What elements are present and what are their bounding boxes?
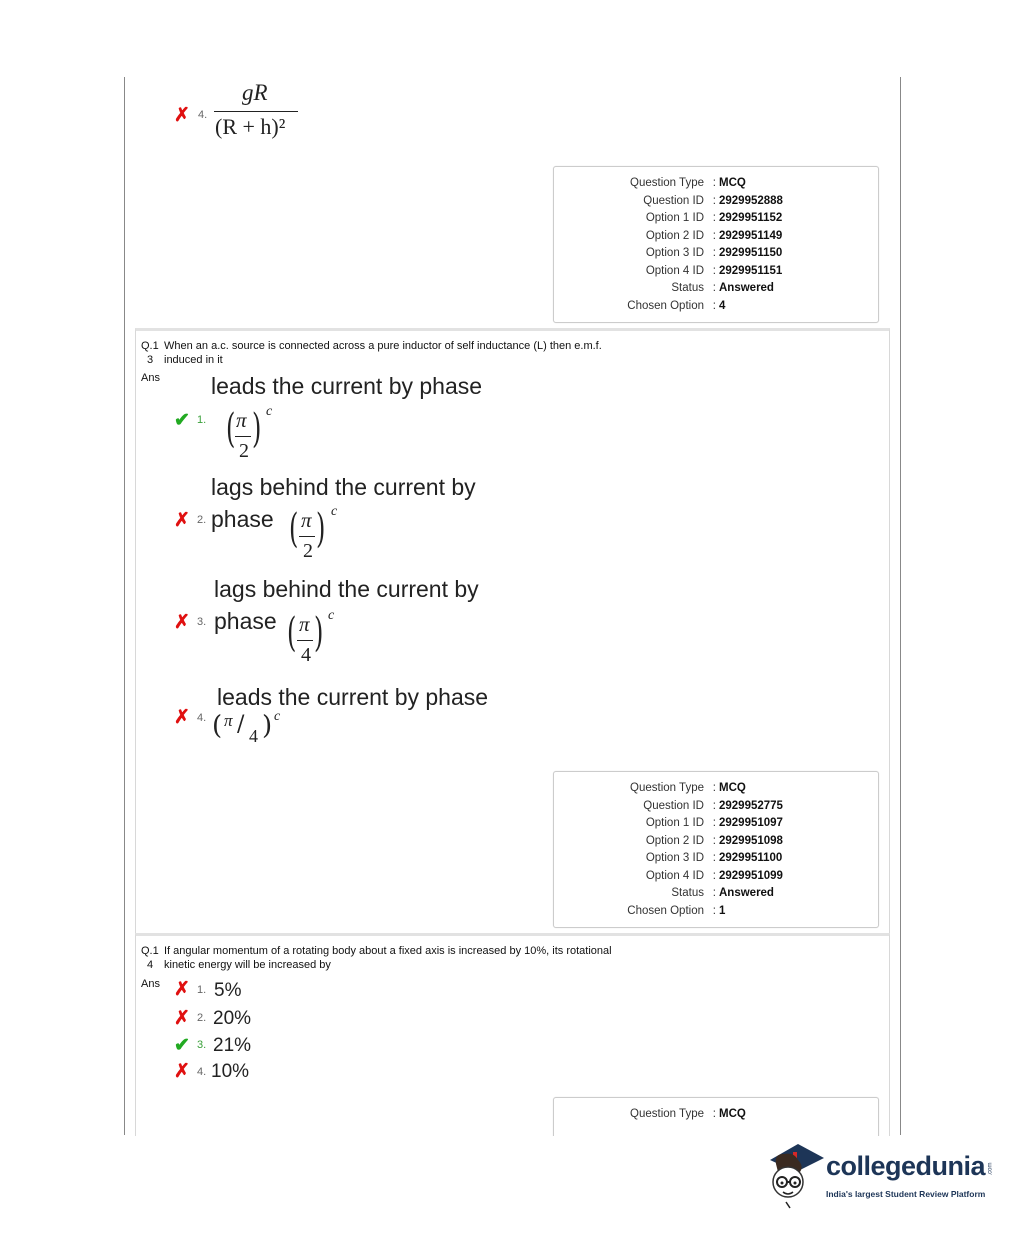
option-number: 4. bbox=[197, 1066, 207, 1078]
expression-denominator: 4 bbox=[249, 726, 258, 746]
question-number: Q.1 bbox=[141, 340, 159, 352]
question-text-line-1: When an a.c. source is connected across a pure inductor of self inductance (L) then e.m.f. bbox=[164, 340, 602, 352]
option-text: lags behind the current by bbox=[211, 474, 476, 500]
info-key: Question Type bbox=[630, 782, 704, 794]
expression-numerator: π bbox=[224, 711, 233, 730]
info-value: 2929951150 bbox=[719, 247, 783, 259]
info-value: 1 bbox=[719, 905, 726, 917]
logo-tagline: India's largest Student Review Platform bbox=[826, 1189, 986, 1199]
superscript: c bbox=[328, 608, 335, 623]
frame-right-border bbox=[900, 77, 901, 1135]
info-key: Option 3 ID bbox=[645, 852, 704, 864]
fraction-bar bbox=[297, 640, 313, 641]
option-text-continued: phase bbox=[211, 506, 274, 532]
info-key: Option 2 ID bbox=[645, 230, 704, 242]
question-info-panel: Question Type : MCQ bbox=[553, 1097, 879, 1158]
collegedunia-mascot-icon bbox=[764, 1140, 828, 1210]
tick-icon: ✔ bbox=[174, 1035, 190, 1056]
question-info-panel: Question Type : MCQ Question ID : 2929952775 Option 1 ID : 2929951097 Option 2 ID : 2929951098 Option 3 ID : 2929951100 Option 4 ID : 2929951099 Status : Answered Chosen Option : 1 bbox=[553, 771, 879, 928]
logo-suffix: .com bbox=[987, 1162, 994, 1176]
info-key: Chosen Option bbox=[627, 905, 704, 917]
cross-icon: ✗ bbox=[174, 510, 190, 531]
question-sub-number: 4 bbox=[147, 959, 154, 971]
info-key: Status bbox=[671, 282, 704, 294]
info-value: 2929951100 bbox=[719, 852, 783, 864]
cross-icon: ✗ bbox=[174, 707, 190, 728]
option-text: lags behind the current by bbox=[214, 576, 479, 602]
info-value: 2929951152 bbox=[719, 212, 783, 224]
info-value: Answered bbox=[719, 887, 774, 899]
info-value: MCQ bbox=[719, 782, 746, 794]
info-value: Answered bbox=[719, 282, 774, 294]
question-number: Q.1 bbox=[141, 945, 159, 957]
fraction-numerator: π bbox=[301, 508, 312, 532]
superscript: c bbox=[274, 709, 281, 724]
fraction-denominator: 2 bbox=[303, 540, 313, 562]
cross-icon: ✗ bbox=[174, 1008, 190, 1029]
info-key: Status bbox=[671, 887, 704, 899]
answer-label: Ans bbox=[141, 372, 160, 384]
option-number: 1. bbox=[197, 984, 207, 996]
option-number: 4. bbox=[198, 109, 208, 121]
option-number: 1. bbox=[197, 414, 207, 426]
info-value: 2929951151 bbox=[719, 265, 783, 277]
logo-wordmark: collegedunia bbox=[826, 1151, 986, 1181]
cross-icon: ✗ bbox=[174, 979, 190, 1000]
option-text: 5% bbox=[214, 980, 242, 1001]
fraction-denominator: (R + h)² bbox=[215, 114, 286, 139]
option-text-continued: phase bbox=[214, 608, 277, 634]
info-value: 2929952888 bbox=[719, 195, 783, 207]
info-key: Option 1 ID bbox=[645, 212, 704, 224]
frame-left-border bbox=[124, 77, 125, 1135]
info-value: 4 bbox=[719, 300, 726, 312]
option-number: 3. bbox=[197, 616, 207, 628]
tick-icon: ✔ bbox=[174, 410, 190, 431]
question-text-line-1: If angular momentum of a rotating body about a fixed axis is increased by 10%, its rotational bbox=[164, 945, 612, 957]
option-number: 4. bbox=[197, 712, 207, 724]
fraction-denominator: 2 bbox=[239, 440, 249, 462]
fraction-bar bbox=[299, 536, 315, 537]
option-number: 2. bbox=[197, 514, 207, 526]
option-text: 10% bbox=[211, 1061, 250, 1082]
question-info-panel: Question Type : MCQ Question ID : 2929952888 Option 1 ID : 2929951152 Option 2 ID : 2929951149 Option 3 ID : 2929951150 Option 4 ID : 2929951151 Status : Answered Chosen Option : 4 bbox=[553, 166, 879, 323]
cross-icon: ✗ bbox=[174, 105, 190, 126]
fraction-numerator: gR bbox=[242, 80, 268, 105]
fraction-numerator: π bbox=[299, 612, 310, 636]
fraction-bar bbox=[214, 111, 298, 112]
option-number: 2. bbox=[197, 1012, 207, 1024]
info-key: Question ID bbox=[643, 195, 704, 207]
info-key: Option 4 ID bbox=[645, 265, 704, 277]
option-number: 3. bbox=[197, 1039, 207, 1051]
info-key: Question Type bbox=[630, 177, 704, 189]
question-text-line-2: kinetic energy will be increased by bbox=[164, 959, 331, 971]
option-text: leads the current by phase bbox=[211, 373, 483, 399]
fraction-numerator: π bbox=[236, 408, 247, 432]
info-key: Option 1 ID bbox=[645, 817, 704, 829]
info-value: 2929951149 bbox=[719, 230, 783, 242]
info-value: 2929951097 bbox=[719, 817, 783, 829]
info-value: MCQ bbox=[719, 177, 746, 189]
option-text: 21% bbox=[213, 1035, 252, 1056]
info-value: 2929951099 bbox=[719, 870, 783, 882]
info-key: Option 4 ID bbox=[645, 870, 704, 882]
cross-icon: ✗ bbox=[174, 612, 190, 633]
info-key: Chosen Option bbox=[627, 300, 704, 312]
info-key: Option 3 ID bbox=[645, 247, 704, 259]
info-key: Option 2 ID bbox=[645, 835, 704, 847]
superscript: c bbox=[331, 504, 338, 519]
option-text: leads the current by phase bbox=[217, 684, 489, 710]
info-value: MCQ bbox=[719, 1108, 746, 1120]
fraction-denominator: 4 bbox=[301, 644, 311, 666]
superscript: c bbox=[266, 404, 273, 419]
info-key: Question ID bbox=[643, 800, 704, 812]
cross-icon: ✗ bbox=[174, 1061, 190, 1082]
question-sub-number: 3 bbox=[147, 354, 154, 366]
info-key: Question Type bbox=[630, 1108, 704, 1120]
info-value: 2929951098 bbox=[719, 835, 783, 847]
answer-label: Ans bbox=[141, 978, 160, 990]
question-text-line-2: induced in it bbox=[164, 354, 223, 366]
option-text: 20% bbox=[213, 1008, 252, 1029]
info-value: 2929952775 bbox=[719, 800, 783, 812]
fraction-bar bbox=[235, 436, 251, 437]
